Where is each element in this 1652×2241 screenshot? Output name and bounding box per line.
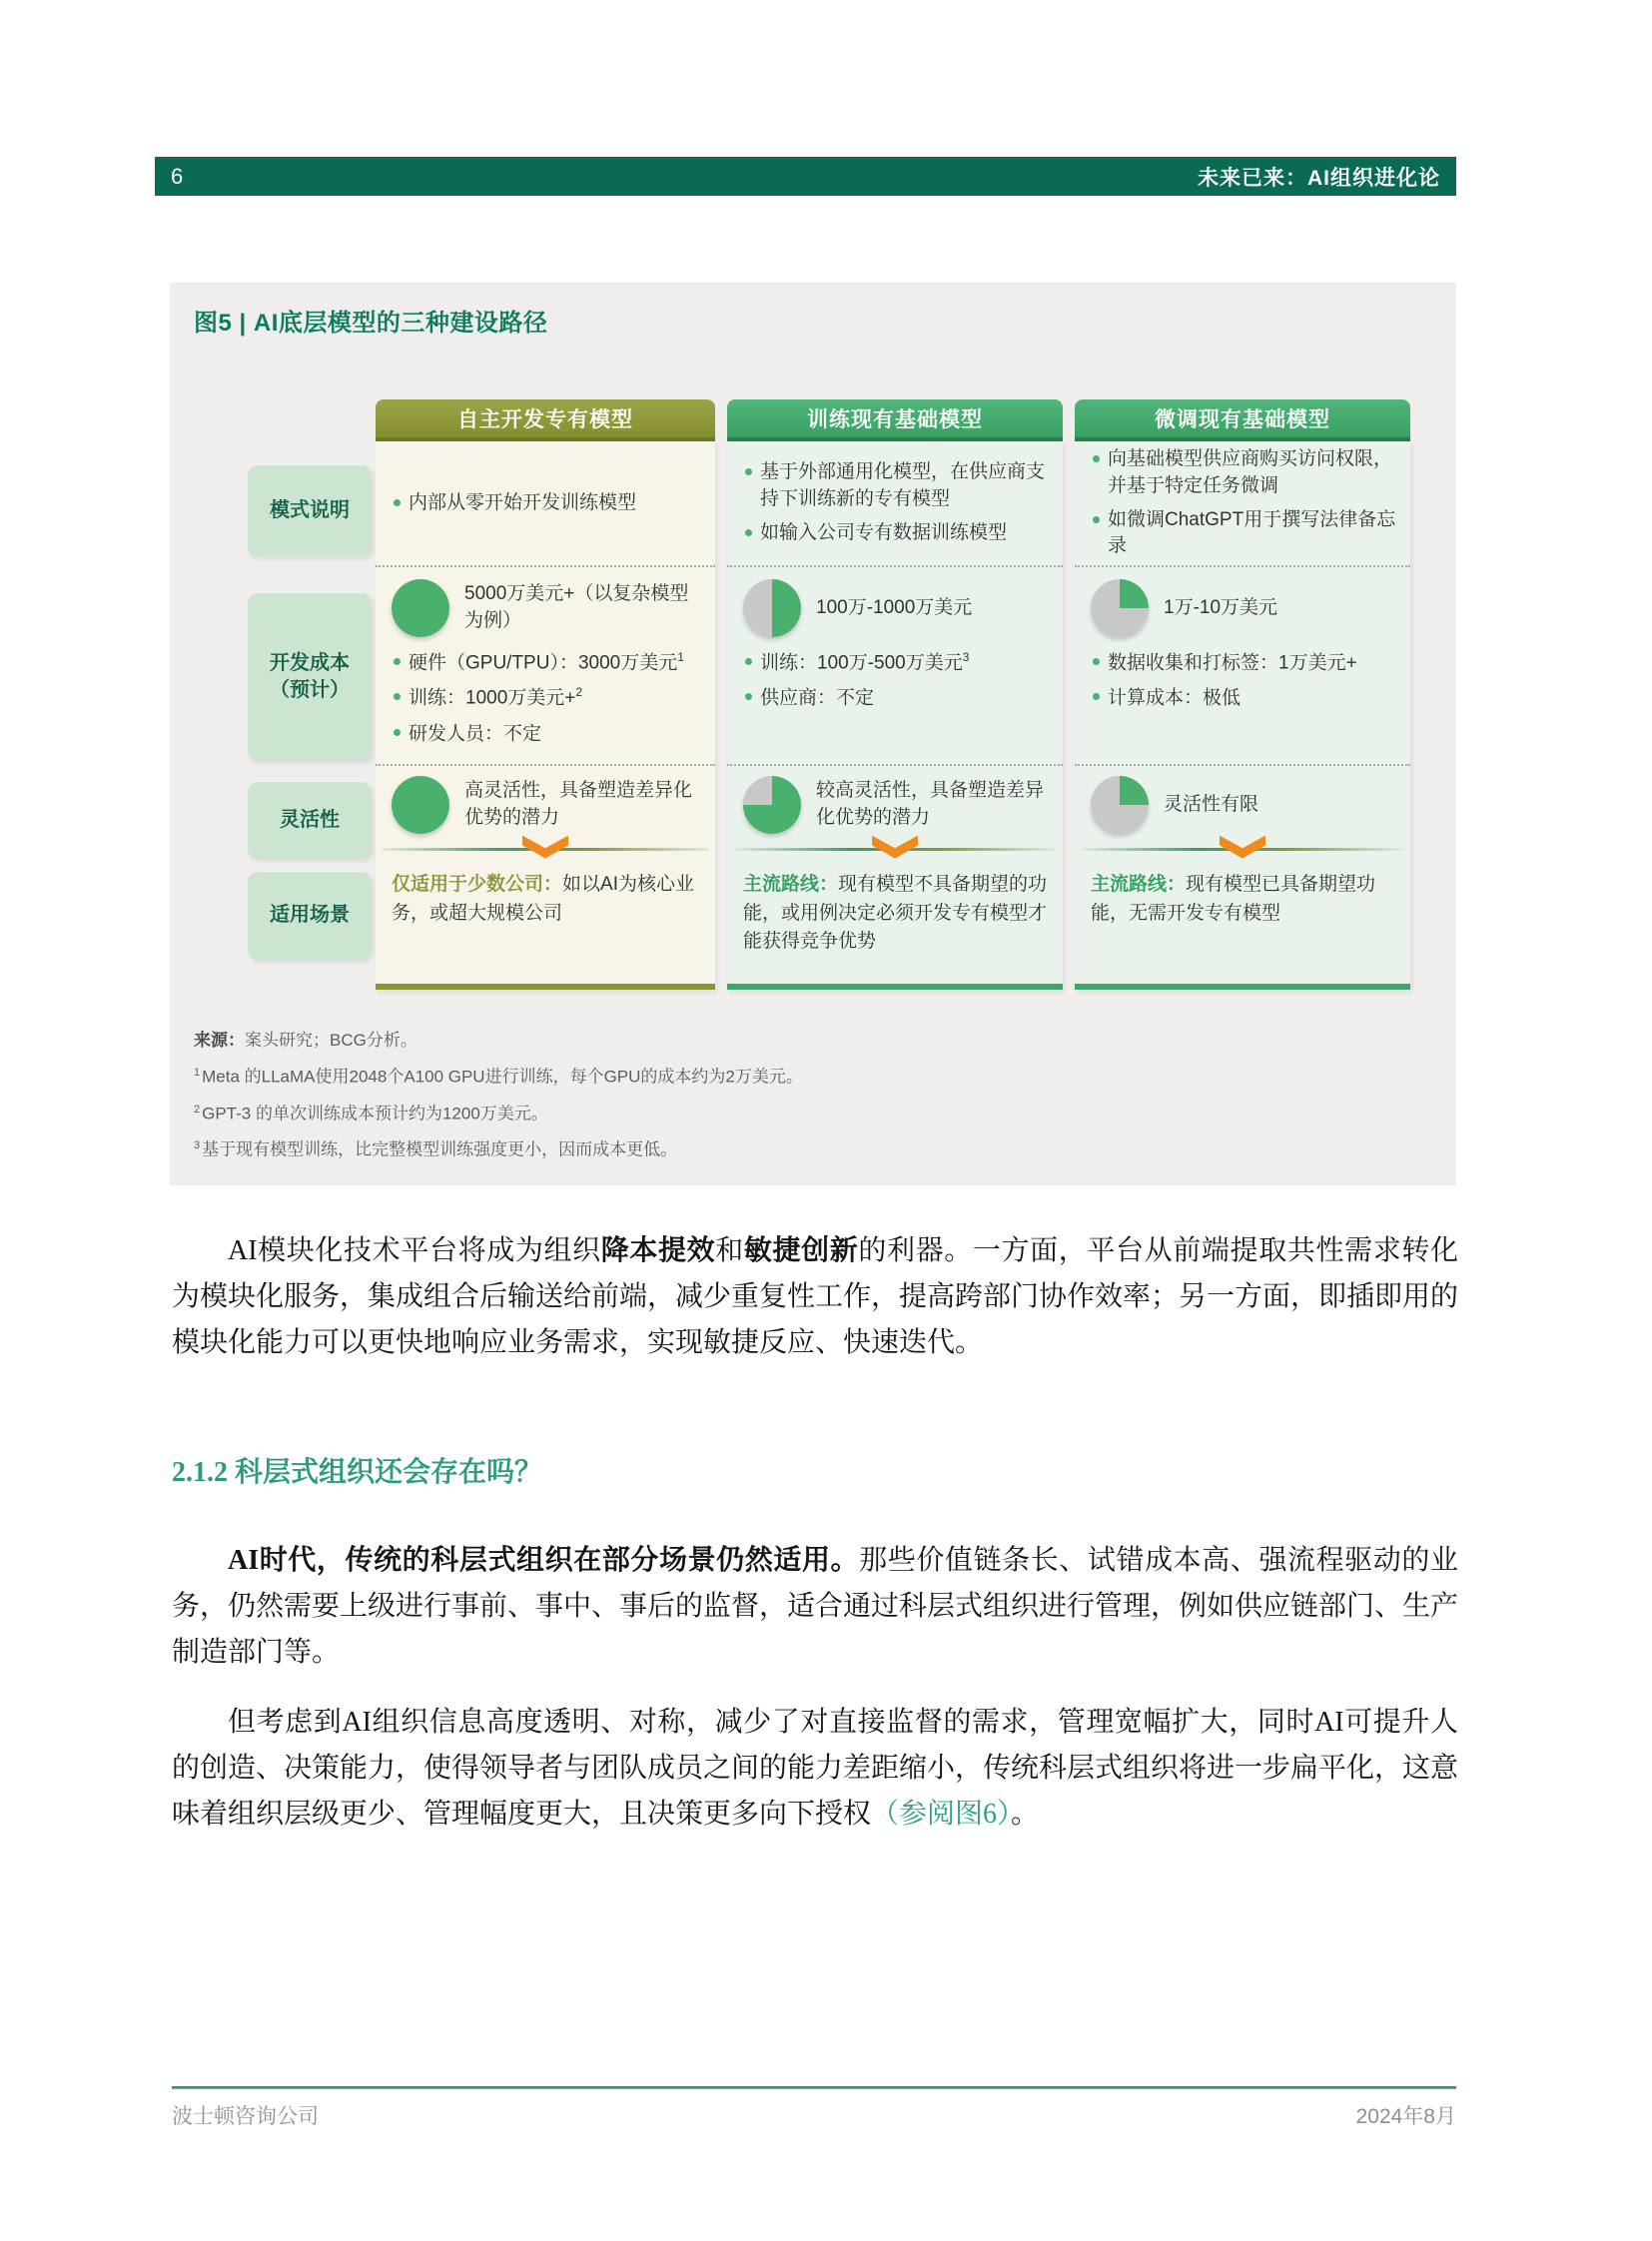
bullet-item: 计算成本：极低 — [1091, 684, 1396, 712]
footer-divider — [172, 2086, 1456, 2089]
column-header-train-existing: 训练现有基础模型 — [727, 399, 1063, 441]
bullet-item: 硬件（GPU/TPU）：3000万美元$^1$ — [392, 649, 701, 677]
row-label-mode: 模式说明 — [248, 464, 372, 556]
column-header-finetune-existing: 微调现有基础模型 — [1075, 399, 1410, 441]
scenario-cell — [727, 859, 1063, 984]
cost-cell — [376, 567, 715, 766]
flexibility-cell — [376, 766, 715, 839]
bullet-item: 研发人员：不定 — [392, 720, 701, 748]
row-label-cost: 开发成本（预计） — [248, 592, 372, 761]
paragraph-flattening: 但考虑到AI组织信息高度透明、对称，减少了对直接监督的需求，管理宽幅扩大，同时AI可提升人的创造、决策能力，使得领导者与团队成员之间的能力差距缩小，传统科层式组织将进一步扁平化，这意味着组织层级更少、管理幅度更大，且决策更多向下授权（参阅图6）。 — [172, 1707, 1459, 1830]
figure-5-panel — [170, 283, 1456, 1185]
flexibility-pie-chart — [743, 776, 801, 834]
bullet-item: 训练：100万-500万美元$^3$ — [743, 649, 1049, 677]
column-finetune-existing — [1075, 441, 1410, 990]
flexibility-cell — [727, 766, 1063, 839]
bullet-item: 训练：1000万美元+$^2$ — [392, 684, 701, 712]
page-number: 6 — [171, 163, 184, 189]
mode-cell — [1075, 441, 1410, 567]
cost-pie-chart — [743, 579, 801, 637]
flexibility-pie-chart — [392, 776, 449, 834]
mode-cell — [376, 441, 715, 567]
scenario-text: 现有模型不具备期望的功能，或用例决定必须开发专有模型才能获得竞争优势 — [743, 874, 1048, 952]
footnote-2: $^2$ GPT-3 的单次训练成本预计约为1200万美元。 — [194, 1103, 548, 1123]
column-self-develop — [376, 441, 715, 990]
paragraph-hierarchy-applicable: AI时代，传统的科层式组织在部分场景仍然适用。那些价值链条长、试错成本高、强流程驱动的业务，仍然需要上级进行事前、事中、事后的监督，适合通过科层式组织进行管理，例如供应链部门、生产制造部门等。 — [172, 1545, 1459, 1668]
source-line: 来源：案头研究；BCG分析。 — [194, 1031, 417, 1050]
cost-cell — [1075, 567, 1410, 766]
footer-date: 2024年8月 — [1355, 2105, 1456, 2128]
figure-source-notes — [194, 1030, 1392, 1175]
page-header-bar — [155, 157, 1456, 196]
scenario-cell — [1075, 859, 1410, 984]
figure-6-reference-link[interactable]: （参阅图6） — [871, 1799, 1012, 1830]
cost-pie-chart — [1091, 579, 1149, 637]
bullet-item: 数据收集和打标签：1万美元+ — [1091, 649, 1396, 677]
transition-arrow — [1075, 839, 1410, 859]
document-title: 未来已来：AI组织进化论 — [1198, 166, 1440, 190]
figure-title: 图5 | AI底层模型的三种建设路径 — [194, 310, 548, 337]
scenario-text: 如以AI为核心业务，或超大规模公司 — [392, 874, 694, 924]
footnote-3: $^3$ 基于现有模型训练，比完整模型训练强度更小，因而成本更低。 — [194, 1139, 678, 1159]
bullet-item: 向基础模型供应商购买访问权限，并基于特定任务微调 — [1091, 446, 1396, 500]
footer-company: 波士顿咨询公司 — [172, 2105, 319, 2128]
scenario-lead: 主流路线： — [743, 874, 839, 895]
flexibility-text: 较高灵活性，具备塑造差异化优势的潜力 — [816, 780, 1045, 828]
scenario-text: 现有模型已具备期望功能，无需开发专有模型 — [1091, 874, 1376, 924]
scenario-lead: 仅适用于少数公司： — [392, 874, 563, 895]
cost-headline: 1万-10万美元 — [1164, 596, 1278, 618]
footnote-1: $^1$ Meta 的LLaMA使用2048个A100 GPU进行训练，每个GPU的成本约为2万美元。 — [194, 1066, 803, 1087]
cost-headline: 100万-1000万美元 — [816, 596, 973, 618]
bullet-item: 供应商：不定 — [743, 684, 1049, 712]
flexibility-pie-chart — [1091, 776, 1149, 834]
section-heading-2-1-2: 2.1.2 科层式组织还会存在吗？ — [172, 1457, 543, 1488]
transition-arrow — [727, 839, 1063, 859]
column-train-existing — [727, 441, 1063, 990]
row-label-scenario: 适用场景 — [248, 871, 372, 960]
cost-pie-chart — [392, 579, 449, 637]
cost-headline: 5000万美元+（以复杂模型为例） — [464, 583, 689, 631]
flexibility-text: 高灵活性，具备塑造差异化优势的潜力 — [464, 780, 693, 828]
mode-cell — [727, 441, 1063, 567]
row-label-flexibility: 灵活性 — [248, 781, 372, 859]
scenario-lead: 主流路线： — [1091, 874, 1187, 895]
bullet-item: 如输入公司专有数据训练模型 — [743, 520, 1049, 547]
cost-cell — [727, 567, 1063, 766]
flexibility-text: 灵活性有限 — [1164, 793, 1259, 815]
bullet-item: 基于外部通用化模型，在供应商支持下训练新的专有模型 — [743, 459, 1049, 513]
flexibility-cell — [1075, 766, 1410, 839]
page-footer — [172, 2100, 1456, 2130]
transition-arrow — [376, 839, 715, 859]
bullet-item: 内部从零开始开发训练模型 — [392, 490, 701, 517]
bullet-item: 如微调ChatGPT用于撰写法律备忘录 — [1091, 507, 1396, 561]
scenario-cell — [376, 859, 715, 984]
column-header-self-develop: 自主开发专有模型 — [376, 399, 715, 441]
paragraph-ai-platform: AI模块化技术平台将成为组织降本提效和敏捷创新的利器。一方面，平台从前端提取共性需求转化为模块化服务，集成组合后输送给前端，减少重复性工作，提高跨部门协作效率；另一方面，即插即用的模块化能力可以更快地响应业务需求，实现敏捷反应、快速迭代。 — [172, 1235, 1459, 1358]
